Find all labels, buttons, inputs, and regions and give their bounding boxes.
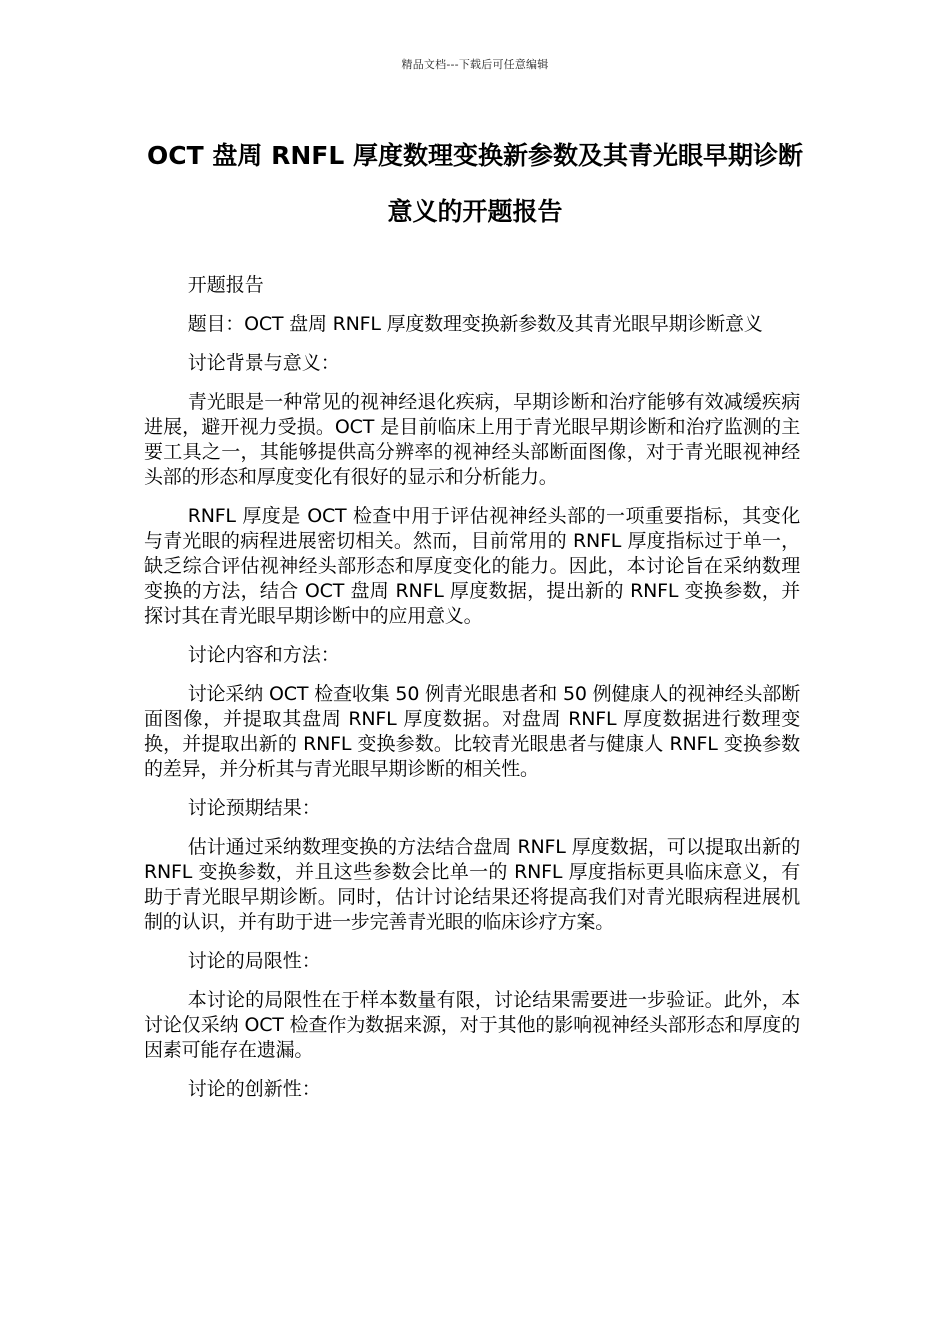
background-heading: 讨论背景与意义： — [187, 352, 340, 374]
topic-line: 题目：OCT 盘周 RNFL 厚度数理变换新参数及其青光眼早期诊断意义 — [187, 313, 763, 335]
limitations-paragraph: 本讨论的局限性在于样本数量有限，讨论结果需要进一步验证。此外，本讨论仅采纳 OCT 检查作为数据来源，对于其他的影响视神经头部形态和厚度的因素可能存在遗漏。 — [144, 989, 800, 1061]
background-paragraph-2: RNFL 厚度是 OCT 检查中用于评估视神经头部的一项重要指标，其变化与青光眼的病程进展密切相关。然而，目前常用的 RNFL 厚度指标过于单一，缺乏综合评估视神经头部形态和厚度变化的能力。因此，本讨论旨在采纳数理变换的方法，结合 OCT 盘周 RNFL 厚度数据，提出新的 RNFL 变换参数，并探讨其在青光眼早期诊断中的应用意义。 — [144, 505, 800, 627]
methods-paragraph: 讨论采纳 OCT 检查收集 50 例青光眼患者和 50 例健康人的视神经头部断面图像，并提取其盘周 RNFL 厚度数据。对盘周 RNFL 厚度数据进行数理变换，并提取出新的 RNFL 变换参数。比较青光眼患者与健康人 RNFL 变换参数的差异，并分析其与青光眼早期诊断的相关性。 — [144, 683, 800, 780]
innovation-heading: 讨论的创新性： — [187, 1078, 321, 1100]
limitations-heading: 讨论的局限性： — [187, 950, 321, 972]
report-label: 开题报告 — [187, 274, 264, 296]
expected-results-paragraph: 估计通过采纳数理变换的方法结合盘周 RNFL 厚度数据，可以提取出新的 RNFL 变换参数，并且这些参数会比单一的 RNFL 厚度指标更具临床意义，有助于青光眼早期诊断。同时，估计讨论结果还将提高我们对青光眼病程进展机制的认识，并有助于进一步完善青光眼的临床诊疗方案。 — [144, 836, 800, 933]
document-body — [144, 273, 800, 1116]
methods-heading: 讨论内容和方法： — [187, 644, 340, 666]
header-note: 精品文档---下载后可任意编辑 — [401, 58, 549, 71]
document-title: OCT 盘周 RNFL 厚度数理变换新参数及其青光眼早期诊断意义的开题报告 — [147, 141, 803, 226]
expected-results-heading: 讨论预期结果： — [187, 797, 321, 819]
background-paragraph-1: 青光眼是一种常见的视神经退化疾病，早期诊断和治疗能够有效减缓疾病进展，避开视力受损。OCT 是目前临床上用于青光眼早期诊断和治疗监测的主要工具之一，其能够提供高分辨率的视神经头部断面图像，对于青光眼视神经头部的形态和厚度变化有很好的显示和分析能力。 — [144, 391, 800, 488]
